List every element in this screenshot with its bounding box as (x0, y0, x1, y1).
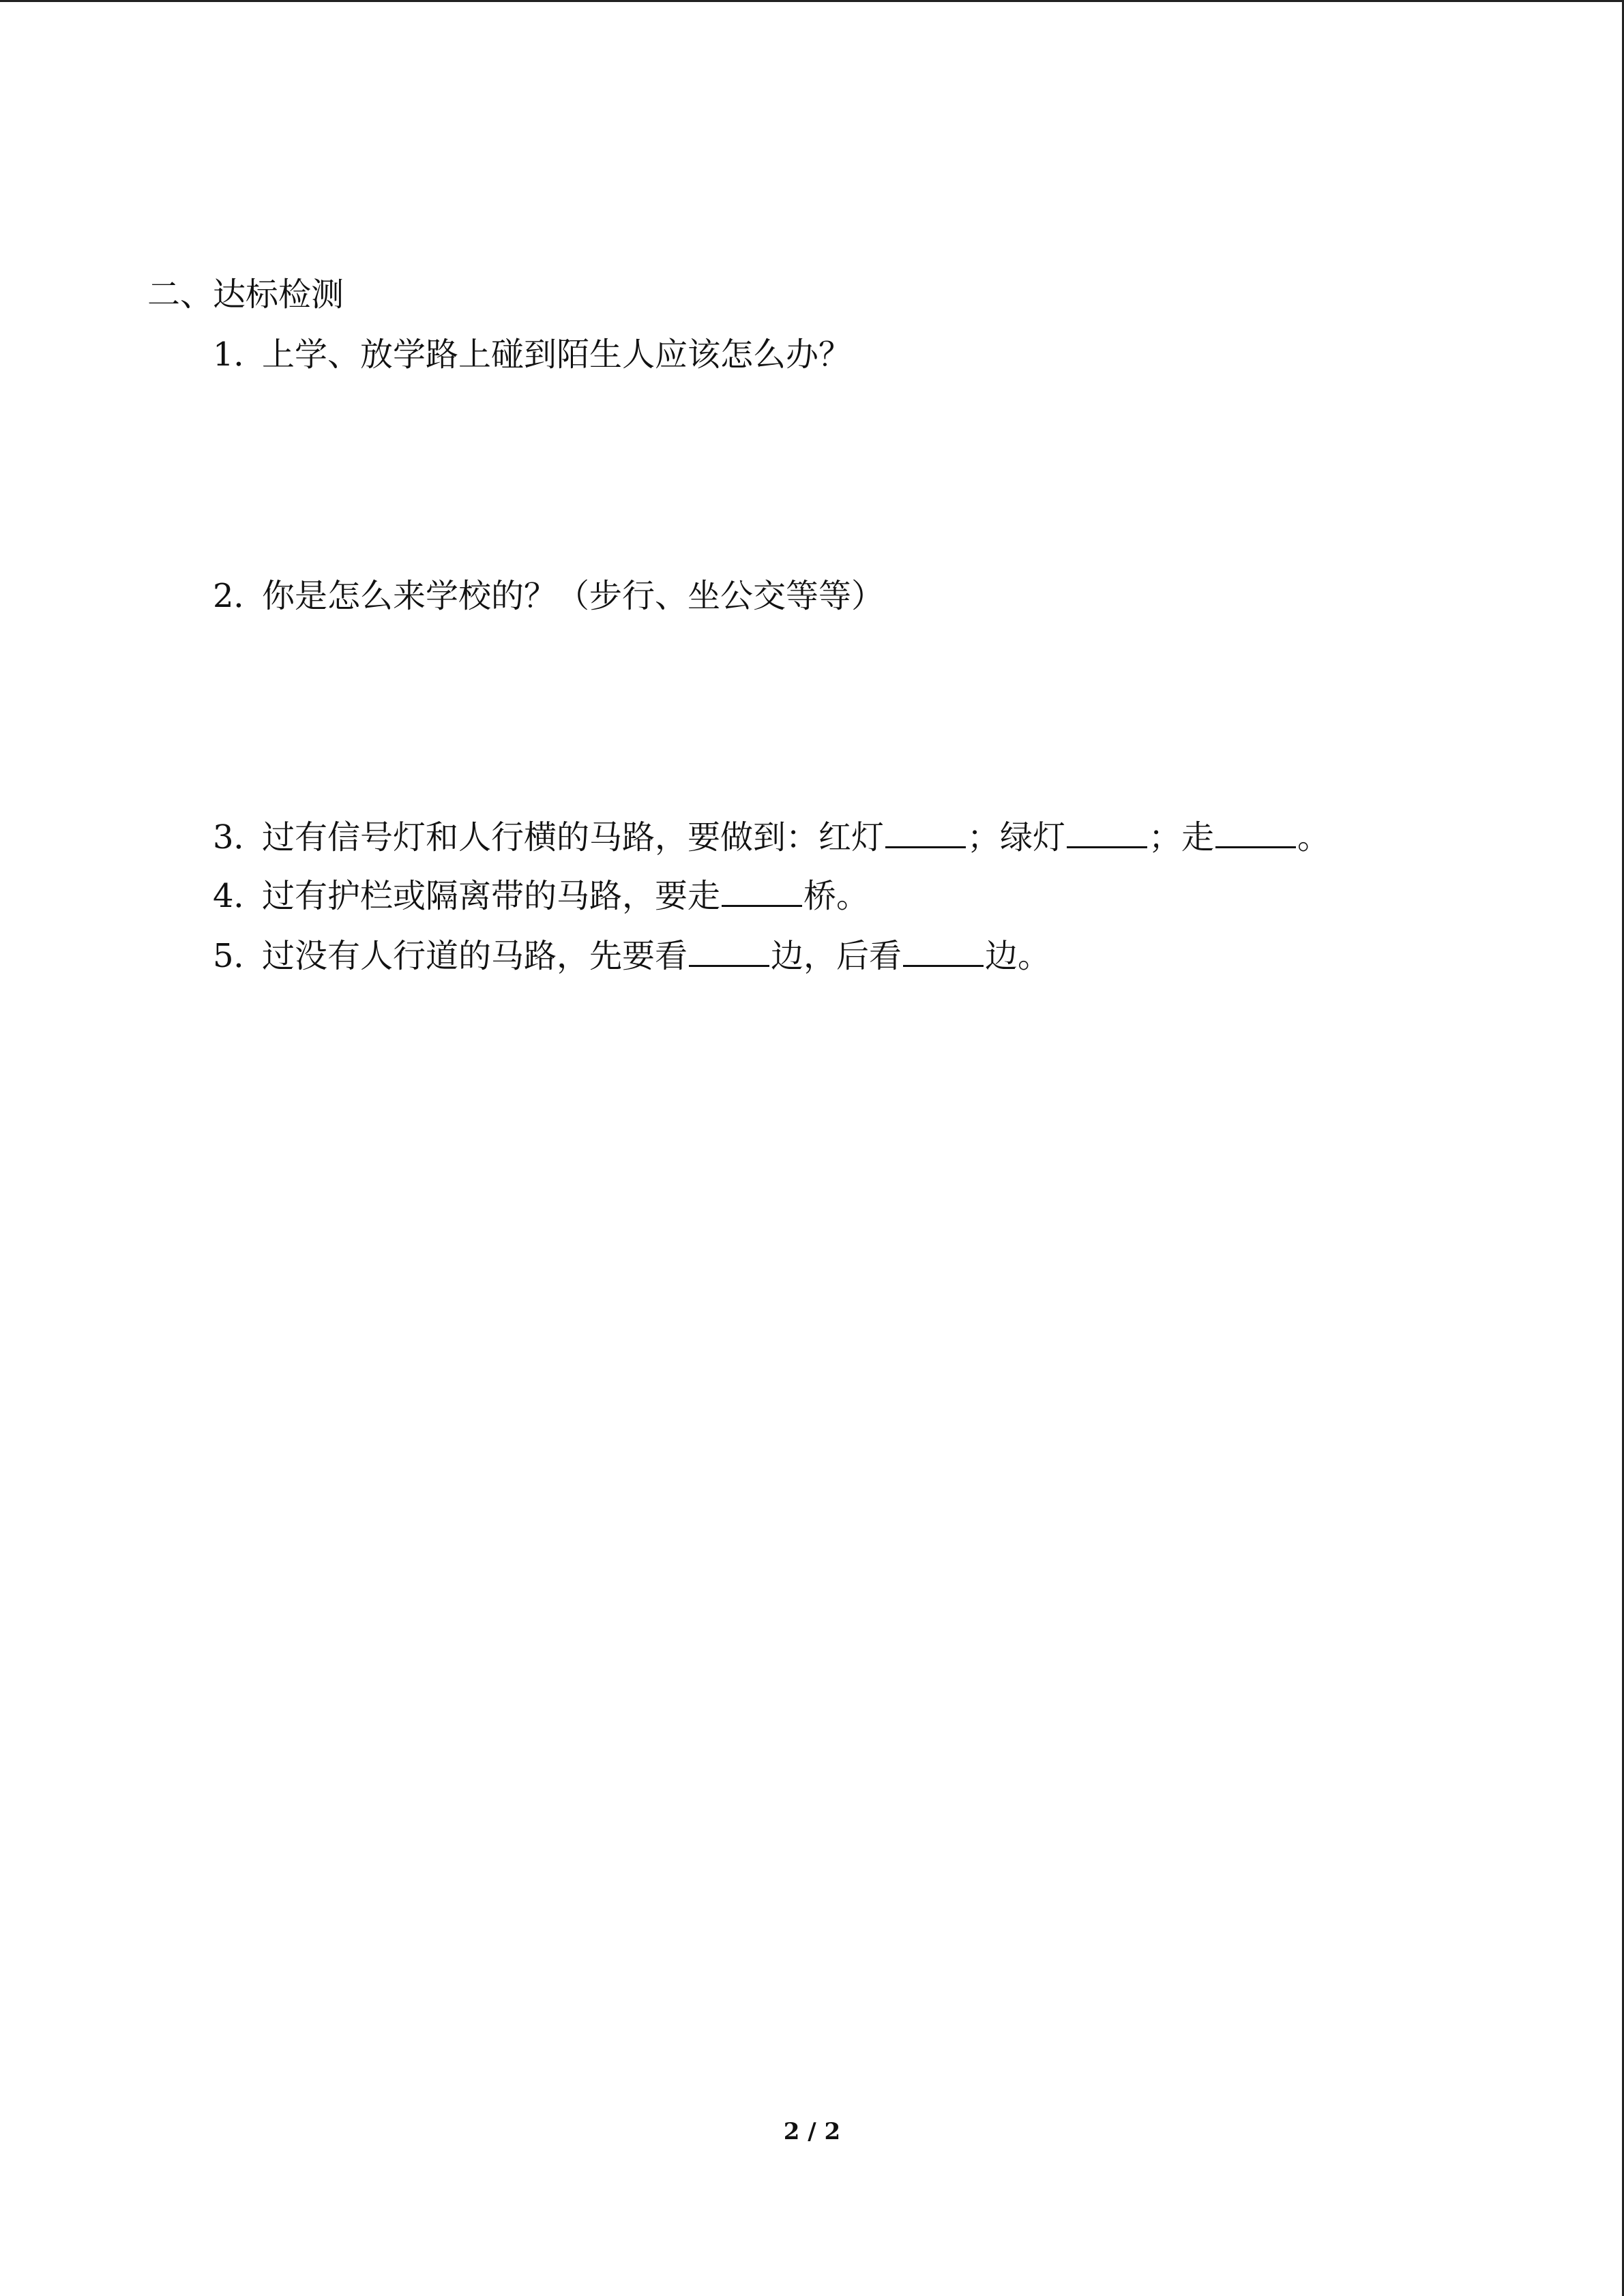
answer-blank-second-side[interactable] (903, 938, 984, 967)
question-text-part: ；走 (1149, 818, 1215, 856)
question-text-part: ；绿灯 (967, 818, 1066, 856)
question-1 (213, 330, 851, 379)
question-number: 4． (213, 877, 267, 915)
page-number: 2 / 2 (783, 2118, 841, 2145)
question-text-part: 过没有人行道的马路，先要看 (262, 937, 688, 975)
answer-blank-walk[interactable] (1215, 819, 1296, 848)
question-number: 1． (213, 336, 267, 374)
page-top-border (0, 0, 1624, 2)
question-text-part: 桥。 (803, 877, 870, 915)
section-heading: 二、达标检测 (147, 275, 344, 314)
answer-blank-green-light[interactable] (1067, 819, 1147, 848)
question-text-part: 边，后看 (771, 937, 902, 975)
answer-blank-bridge[interactable] (722, 878, 802, 907)
question-2 (213, 571, 884, 621)
question-3 (213, 813, 1330, 862)
question-number: 5． (213, 937, 267, 975)
question-number: 3． (213, 818, 267, 856)
question-text-part: 边。 (985, 937, 1051, 975)
question-text-part: 过有护栏或隔离带的马路，要走 (262, 877, 721, 915)
question-number: 2． (213, 577, 267, 615)
answer-blank-red-light[interactable] (885, 819, 966, 848)
answer-blank-first-side[interactable] (689, 938, 769, 967)
question-text-part: 。 (1297, 818, 1331, 856)
question-4 (213, 871, 869, 921)
question-text-part: 过有信号灯和人行横的马路，要做到：红灯 (262, 818, 885, 856)
question-text: 你是怎么来学校的？（步行、坐公交等等） (262, 577, 885, 615)
question-5 (213, 931, 1050, 981)
question-text: 上学、放学路上碰到陌生人应该怎么办？ (262, 336, 852, 374)
